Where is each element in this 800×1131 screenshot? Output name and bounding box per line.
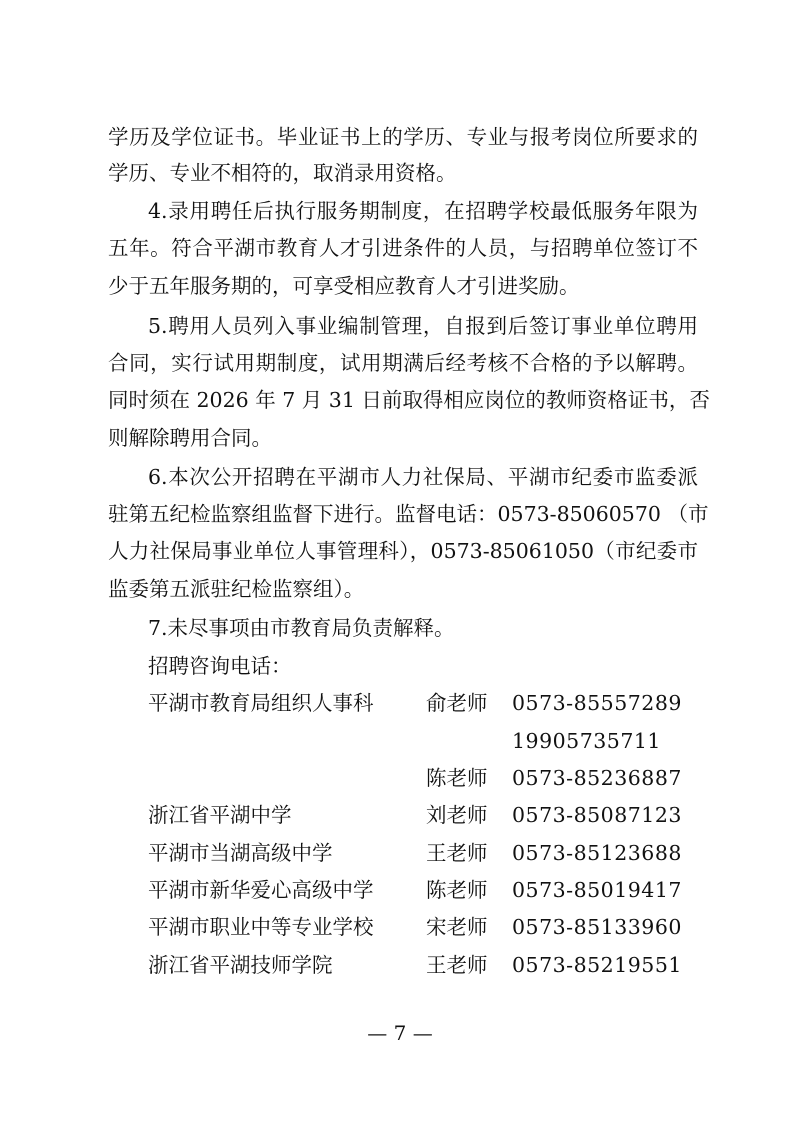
paragraph-line: 同时须在 2026 年 7 月 31 日前取得相应岗位的教师资格证书，否: [108, 388, 710, 412]
contact-row: [148, 723, 708, 759]
paragraph-line: 监委第五派驻纪检监察组）。: [108, 577, 365, 601]
contact-name: 王老师: [426, 953, 488, 977]
contact-org: 平湖市当湖高级中学: [148, 841, 333, 865]
contact-row: [148, 685, 708, 721]
contact-phone: 0573-85019417: [512, 878, 682, 902]
contact-name: 王老师: [426, 841, 488, 865]
paragraph-line: 学历、专业不相符的，取消录用资格。: [108, 161, 457, 185]
paragraph-line: 合同，实行试用期制度，试用期满后经考核不合格的予以解聘。: [108, 351, 698, 375]
contact-org: 浙江省平湖技师学院: [148, 953, 333, 977]
contact-phone: 0573-85236887: [512, 766, 682, 790]
paragraph-line: 五年。符合平湖市教育人才引进条件的人员，与招聘单位签订不: [108, 236, 698, 260]
contact-org: 平湖市新华爱心高级中学: [148, 878, 374, 902]
contact-row: [148, 835, 708, 871]
page-number: — 7 —: [367, 1021, 433, 1045]
contact-heading: 招聘咨询电话：: [148, 654, 292, 678]
contact-phone: 0573-85123688: [512, 841, 682, 865]
contact-phone: 19905735711: [512, 729, 661, 753]
contact-name: 宋老师: [426, 915, 488, 939]
paragraph-line: 4.录用聘任后执行服务期制度，在招聘学校最低服务年限为: [148, 199, 698, 223]
paragraph-line: 学历及学位证书。毕业证书上的学历、专业与报考岗位所要求的: [108, 125, 698, 149]
paragraph-line: 6.本次公开招聘在平湖市人力社保局、平湖市纪委市监委派: [148, 465, 698, 489]
contact-phone: 0573-85219551: [512, 953, 682, 977]
contact-name: 陈老师: [426, 878, 488, 902]
contact-row: [148, 760, 708, 796]
contact-org: 浙江省平湖中学: [148, 803, 292, 827]
contact-name: 陈老师: [426, 766, 488, 790]
contact-row: [148, 872, 708, 908]
contact-row: [148, 947, 708, 983]
paragraph-line: 7.未尽事项由市教育局负责解释。: [148, 616, 455, 640]
contact-phone: 0573-85557289: [512, 691, 682, 715]
paragraph-line: 则解除聘用合同。: [108, 426, 272, 450]
paragraph-line: 人力社保局事业单位人事管理科），0573-85061050（市纪委市: [108, 539, 698, 563]
contact-row: [148, 909, 708, 945]
contact-name: 刘老师: [426, 803, 488, 827]
paragraph-line: 少于五年服务期的，可享受相应教育人才引进奖励。: [108, 274, 580, 298]
contact-phone: 0573-85087123: [512, 803, 682, 827]
paragraph-line: 驻第五纪检监察组监督下进行。监督电话：0573-85060570 （市: [108, 502, 709, 526]
contact-org: 平湖市教育局组织人事科: [148, 691, 374, 715]
contact-name: 俞老师: [426, 691, 488, 715]
paragraph-line: 5.聘用人员列入事业编制管理，自报到后签订事业单位聘用: [148, 314, 698, 338]
contact-org: 平湖市职业中等专业学校: [148, 915, 374, 939]
contact-row: [148, 797, 708, 833]
contact-phone: 0573-85133960: [512, 915, 682, 939]
